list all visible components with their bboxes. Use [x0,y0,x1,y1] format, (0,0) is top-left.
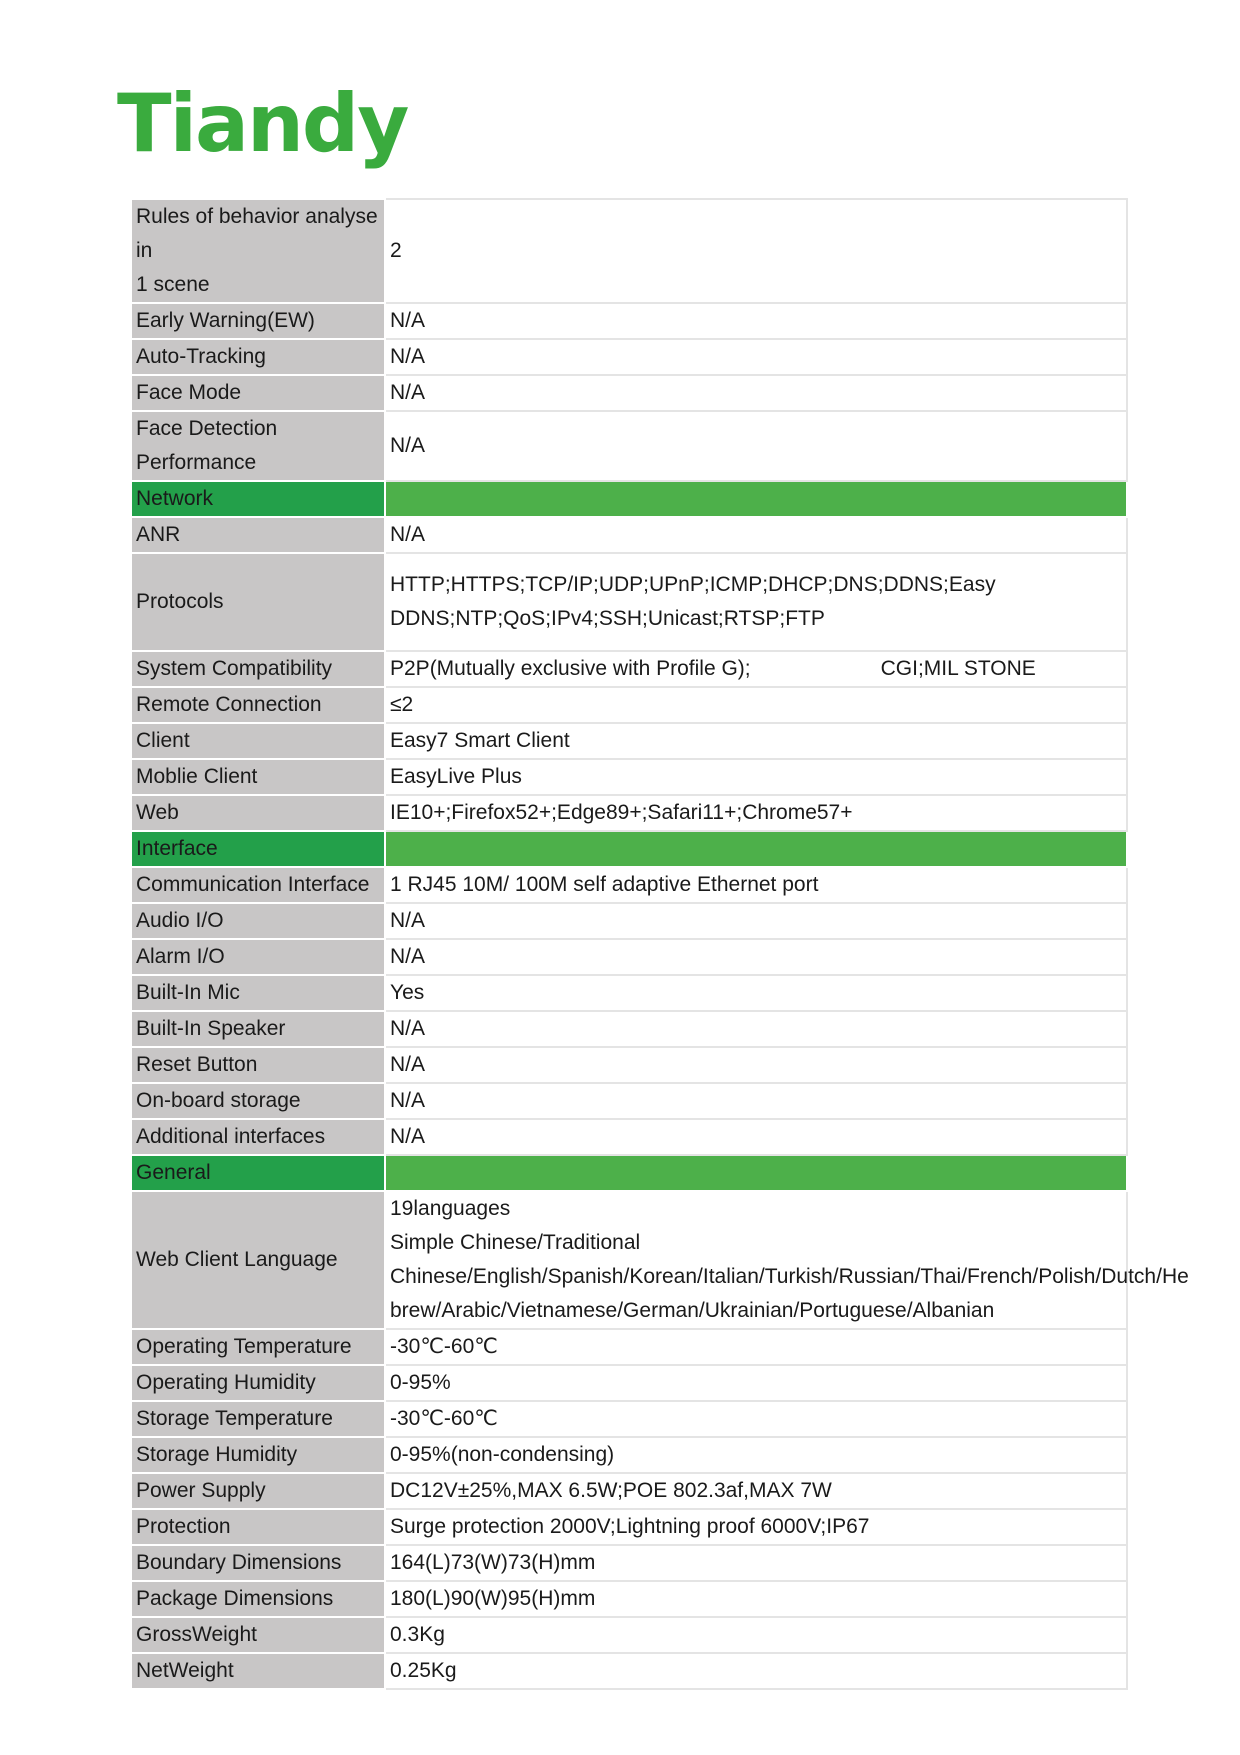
section-title: Interface [131,831,385,867]
row-value-line: Chinese/English/Spanish/Korean/Italian/Turkish/Russian/Thai/French/Polish/Dutch/He [390,1265,1189,1288]
table-row [131,903,1127,939]
table-row [131,375,1127,411]
row-label: ANR [131,517,385,553]
table-row [131,1581,1127,1617]
row-value: N/A [385,903,1127,939]
row-value: -30℃-60℃ [385,1401,1127,1437]
row-label: Protocols [131,553,385,651]
row-value: 180(L)90(W)95(H)mm [385,1581,1127,1617]
row-value-line: HTTP;HTTPS;TCP/IP;UDP;UPnP;ICMP;DHCP;DNS;DDNS;Easy [390,573,996,596]
table-row [131,795,1127,831]
table-row [131,199,1127,303]
row-value-line: DDNS;NTP;QoS;IPv4;SSH;Unicast;RTSP;FTP [390,607,825,630]
section-title: Network [131,481,385,517]
brand-logo: Tiandy [117,77,408,170]
row-value: Surge protection 2000V;Lightning proof 6000V;IP67 [385,1509,1127,1545]
row-value: IE10+;Firefox52+;Edge89+;Safari11+;Chrome57+ [385,795,1127,831]
row-label: Power Supply [131,1473,385,1509]
row-value: N/A [385,375,1127,411]
row-label: Remote Connection [131,687,385,723]
table-row [131,1437,1127,1473]
row-value-line: brew/Arabic/Vietnamese/German/Ukrainian/Portuguese/Albanian [390,1299,995,1322]
table-row [131,1365,1127,1401]
row-label: Face Mode [131,375,385,411]
row-label: Web Client Language [131,1191,385,1329]
row-value: 1 RJ45 10M/ 100M self adaptive Ethernet port [385,867,1127,903]
section-header-network [131,481,1127,517]
row-label-line: Rules of behavior analyse in [136,205,378,262]
row-value: N/A [385,939,1127,975]
table-row [131,1119,1127,1155]
row-value: ≤2 [385,687,1127,723]
table-row [131,687,1127,723]
table-row [131,339,1127,375]
row-value: 0.25Kg [385,1653,1127,1689]
row-value: N/A [385,303,1127,339]
row-label: Storage Humidity [131,1437,385,1473]
row-label: Boundary Dimensions [131,1545,385,1581]
row-label: Auto-Tracking [131,339,385,375]
row-value: -30℃-60℃ [385,1329,1127,1365]
row-label: Face Detection Performance [131,411,385,481]
row-value-line: Simple Chinese/Traditional [390,1231,641,1254]
row-label: GrossWeight [131,1617,385,1653]
table-row [131,975,1127,1011]
table-row [131,1545,1127,1581]
table-row [131,1011,1127,1047]
table-row [131,303,1127,339]
table-row [131,1653,1127,1689]
row-value-part: P2P(Mutually exclusive with Profile G); [390,657,751,680]
section-fill [385,481,1127,517]
table-row [131,411,1127,481]
row-label: Alarm I/O [131,939,385,975]
row-value-line: 19languages [390,1197,511,1220]
row-value [385,1191,1189,1329]
table-row [131,517,1127,553]
row-value: N/A [385,1083,1127,1119]
row-value [385,553,1127,651]
row-label: Web [131,795,385,831]
row-value: EasyLive Plus [385,759,1127,795]
row-value: N/A [385,339,1127,375]
table-row [131,723,1127,759]
row-label: Client [131,723,385,759]
table-row [131,867,1127,903]
section-header-general [131,1155,1127,1191]
row-label: Additional interfaces [131,1119,385,1155]
table-row [131,939,1127,975]
row-label: Protection [131,1509,385,1545]
table-row [131,1329,1127,1365]
row-label: Storage Temperature [131,1401,385,1437]
table-row [131,1473,1127,1509]
row-label: Early Warning(EW) [131,303,385,339]
row-value: DC12V±25%,MAX 6.5W;POE 802.3af,MAX 7W [385,1473,1127,1509]
table-row [131,1191,1127,1329]
row-value: N/A [385,517,1127,553]
row-label: Built-In Mic [131,975,385,1011]
row-label-line: 1 scene [136,273,210,296]
section-fill [385,831,1127,867]
row-label [131,199,385,303]
table-row [131,553,1127,651]
row-label: System Compatibility [131,651,385,687]
row-value: N/A [385,411,1127,481]
row-value: Easy7 Smart Client [385,723,1127,759]
row-value: 164(L)73(W)73(H)mm [385,1545,1127,1581]
row-value: 2 [385,199,1127,303]
row-label: Reset Button [131,1047,385,1083]
row-value: 0.3Kg [385,1617,1127,1653]
row-value: N/A [385,1119,1127,1155]
row-value: 0-95% [385,1365,1127,1401]
table-row [131,1617,1127,1653]
row-value-part: CGI;MIL STONE [880,657,1036,680]
row-label: On-board storage [131,1083,385,1119]
row-label: Audio I/O [131,903,385,939]
row-value: N/A [385,1011,1127,1047]
table-row [131,651,1127,687]
row-label: Built-In Speaker [131,1011,385,1047]
section-header-interface [131,831,1127,867]
row-label: Moblie Client [131,759,385,795]
row-value [385,651,1127,687]
row-value: 0-95%(non-condensing) [385,1437,1127,1473]
row-label: NetWeight [131,1653,385,1689]
table-row [131,759,1127,795]
table-row [131,1083,1127,1119]
table-row [131,1047,1127,1083]
section-fill [385,1155,1127,1191]
row-label: Operating Temperature [131,1329,385,1365]
section-title: General [131,1155,385,1191]
table-row [131,1509,1127,1545]
row-value: N/A [385,1047,1127,1083]
table-row [131,1401,1127,1437]
row-label: Communication Interface [131,867,385,903]
row-label: Operating Humidity [131,1365,385,1401]
row-value: Yes [385,975,1127,1011]
row-label: Package Dimensions [131,1581,385,1617]
spec-table [130,198,1189,1690]
